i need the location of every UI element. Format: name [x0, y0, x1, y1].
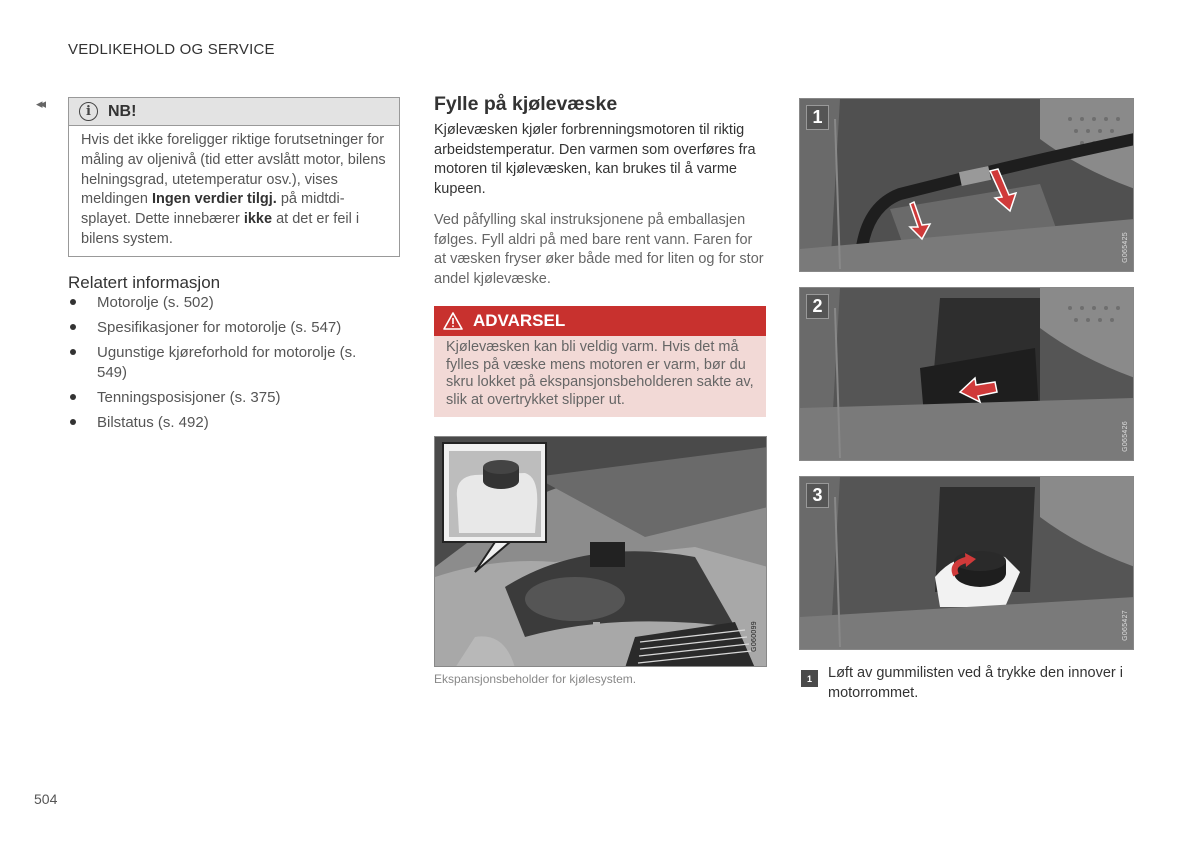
warning-triangle-icon	[443, 312, 463, 330]
related-link[interactable]: Spesifikasjoner for motorolje (s. 547)	[68, 318, 378, 338]
image-code: G065427	[1122, 610, 1129, 641]
engine-bay-illustration	[434, 436, 767, 667]
step-badge: 2	[806, 294, 829, 319]
note-box	[68, 97, 400, 257]
related-link[interactable]: Ugunstige kjøreforhold for motorolje (s. 549)	[68, 343, 378, 382]
step-badge: 1	[806, 105, 829, 130]
step-badge: 3	[806, 483, 829, 508]
warning-title: ADVARSEL	[473, 311, 566, 330]
related-info-title: Relatert informasjon	[68, 273, 221, 292]
previous-page-marker-icon: ◂◂	[36, 96, 44, 111]
note-emphasis: ikke	[243, 211, 273, 228]
related-link[interactable]: Bilstatus (s. 492)	[68, 413, 378, 433]
note-body	[69, 126, 399, 250]
note-message: Ingen verdier tilgj.	[151, 191, 277, 208]
intro-paragraph: Kjølevæsken kjøler forbrenningsmotoren til riktig arbeidstemperatur. Den varmen som overføres fra motoren til kjølevæsken, kan brukes til å varme kupeen.	[434, 122, 756, 197]
step-text: Løft av gummilisten ved å trykke den innover i motorrommet.	[828, 665, 1123, 701]
warning-box	[434, 306, 766, 417]
info-icon: i	[79, 102, 98, 121]
image-code: G065425	[1122, 232, 1129, 263]
note-text-2: på midtdisplayet. Dette innebærer	[81, 191, 345, 228]
step-3-illustration	[799, 476, 1134, 650]
warning-text: Kjølevæsken kan bli veldig varm. Hvis det må fylles på væske mens motoren er varm, bør du skru lokket på ekspansjonsbeholderen sakte av, slik at overtrykket slipper ut.	[446, 339, 754, 408]
step-2-illustration	[799, 287, 1134, 461]
image-code: G065426	[1122, 421, 1129, 452]
note-header	[69, 98, 399, 126]
related-info-list	[68, 293, 378, 438]
related-link[interactable]: Tenningsposisjoner (s. 375)	[68, 388, 378, 408]
step-list-item	[801, 664, 1141, 703]
instruction-paragraph: Ved påfylling skal instruksjonene på emballasjen følges. Fyll aldri på med bare rent vann. Faren for at væsken fryser øker både med for liten og for stor andel kjølevæske.	[434, 212, 764, 287]
step-number: 1	[801, 670, 818, 687]
main-title: Fylle på kjølevæske	[434, 93, 618, 115]
note-text-1: Hvis det ikke foreligger riktige forutsetninger for måling av oljenivå (tid etter avslått motor, bilens helningsgrad, utetemperatur osv.), vises meldingen	[81, 132, 386, 208]
step-1-illustration	[799, 98, 1134, 272]
section-header: VEDLIKEHOLD OG SERVICE	[68, 41, 275, 58]
figure-caption: Ekspansjonsbeholder for kjølesystem.	[434, 672, 637, 686]
warning-header	[434, 306, 766, 336]
related-link[interactable]: Motorolje (s. 502)	[68, 293, 378, 313]
note-title: NB!	[108, 102, 137, 120]
image-code: G060099	[751, 621, 758, 652]
page-number: 504	[34, 791, 58, 807]
note-text-3: at det er feil i bilens system.	[81, 211, 360, 247]
